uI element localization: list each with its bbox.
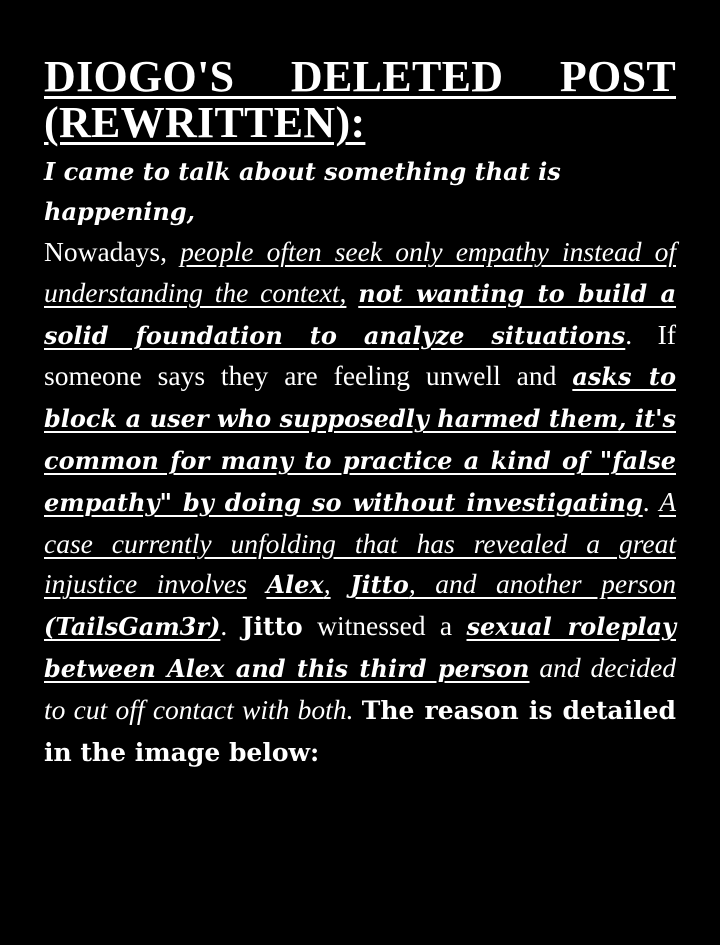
text-span: witnessed a [317,610,453,642]
post-body [44,232,676,773]
text-span: . [220,610,228,642]
text-span-italic-underlined: , [323,568,331,600]
intro-line: I came to talk about something that is happening, [44,157,561,226]
text-span-bold-italic-underlined: sexual roleplay between Alex and this third person [44,612,677,683]
text-span-italic-underlined: A case currently unfolding that has revealed a great injustice involves [44,485,676,600]
post-title: DIOGO'S DELETED POST (REWRITTEN): [44,52,676,147]
post-document [44,54,676,773]
text-span-italic: and decided to cut off contact with both. [44,651,676,725]
text-span-bold-italic-underlined: asks to block a user who supposedly harmed them, it's common for many to practice a kind of "false empathy" by doing so without investigating [44,362,677,517]
text-span: . [642,485,650,517]
name-jitto: Jitto [350,570,409,600]
text-span-italic-underlined: people often seek only empathy instead of understanding the context, [44,236,676,308]
name-tailsgam3r: (TailsGam3r) [44,612,221,642]
name-jitto-bold: Jitto [241,612,303,642]
closing-sentence: The reason is detailed in the image below: [44,695,676,767]
name-alex: Alex [266,570,324,600]
text-span: Nowadays, [44,236,167,267]
text-span-italic-underlined: , and another person [408,568,677,600]
text-span-bold-italic-underlined: not wanting to build a solid foundation to analyze situations [44,278,677,350]
text-span: . If someone says they are feeling unwell and [44,318,676,392]
